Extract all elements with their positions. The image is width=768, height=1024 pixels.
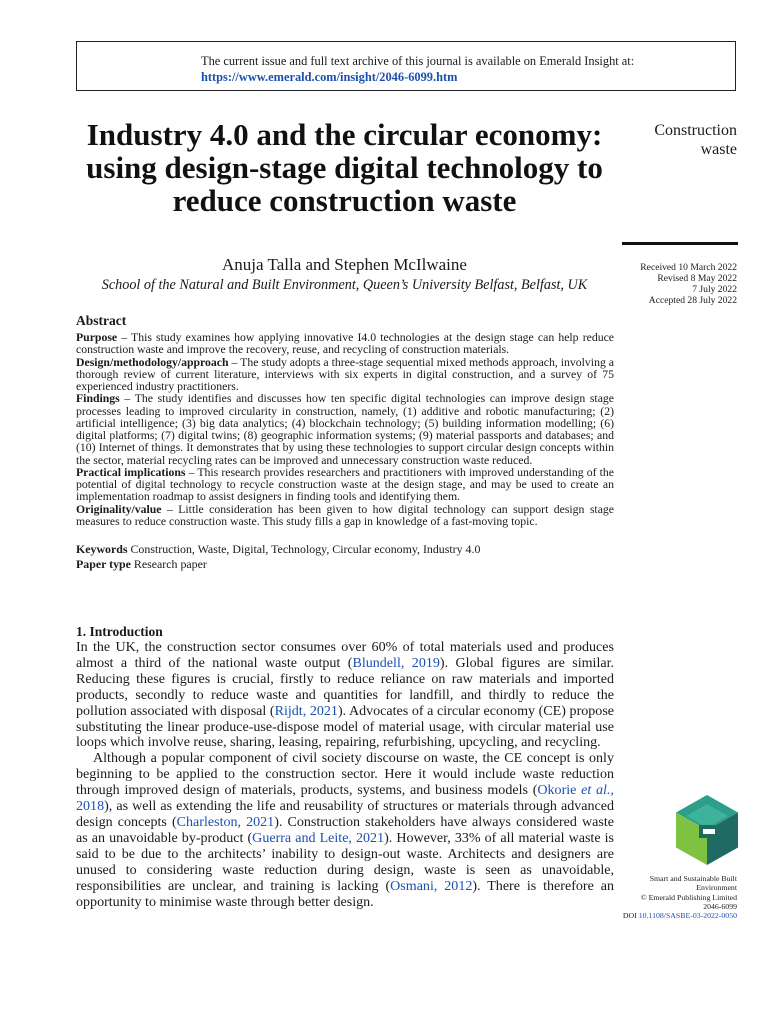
revised-date: Revised 8 May 2022 [657,273,737,284]
keywords [76,542,614,557]
abstract-heading: Abstract [76,313,127,328]
keywords-text: Construction, Waste, Digital, Technology, Circular economy, Industry 4.0 [127,542,481,556]
keywords-block [76,542,614,572]
citation-link[interactable]: , 2018 [76,782,614,815]
abstract-findings [76,393,614,467]
citation-link[interactable]: Blundell, 2019 [352,654,440,671]
purpose-label: Purpose [76,331,118,344]
paragraph-text: ). Advocates of a circular economy (CE) propose substituting the linear produce-use-dispose model of material usage, with circular material use loops which involve reuse, sharing, leasing, repairing, refurbishing, upcycling, and recycling. [76,702,615,751]
affiliation: School of the Natural and Built Environment, Queen’s University Belfast, Belfast, UK [101,277,588,293]
keywords-label: Keywords [76,542,128,556]
citation-link[interactable]: Charleston, 2021 [176,813,275,830]
abstract-design [76,357,614,394]
journal-url-link[interactable]: https://www.emerald.com/insight/2046-6099.htm [201,70,458,84]
findings-text: – The study identifies and discusses how ten specific digital technologies can improve design stage processes leading to improved circularity in construction, namely, (1) additive and robotic manufacturing; (2) artificial intelligence; (3) big data analytics; (4) blockchain technology; (5) building information modelling; (6) digital platforms; (7) digital twins; (8) geographic information systems; (9) material passports and databases; and (10) Internet of things. It demonstrates that by using these technologies to support circular design concepts within the sector, material recycling rates can be improved and unnecessary construction waste reduced. [76,392,614,467]
doi [623,911,737,920]
abstract-body [76,332,614,528]
practical-text: – This research provides researchers and practitioners with improved understanding of the potential of digital technology to recycle construction waste at the design stage, and may be used to create an implementation roadmap to assist designers in finding tools and identifying them. [76,465,614,504]
abstract-purpose [76,332,614,357]
side-rule [622,242,738,245]
citation-link[interactable]: Osmani, 2012 [390,877,473,894]
paragraph-text: Although a popular component of civil society discourse on waste, the CE concept is only beginning to be applied to the construction sector. Here it would include waste reduction through improved design of materials, products, systems, and business models ( [76,750,614,799]
citation-link[interactable]: Rijdt, 2021 [274,702,338,719]
paper-type-text: Research paper [130,557,207,571]
running-head [654,121,737,159]
paragraph-text: ). Construction stakeholders have always considered waste as an unavoidable by-product ( [76,813,614,846]
paper-title: Industry 4.0 and the circular economy: using design-stage digital technology to reduce construction waste [86,117,603,218]
citation-link[interactable]: Guerra and Leite, 2021 [252,829,385,846]
paragraph-text: ). Global figures are similar. Reducing these figures is crucial, firstly to reduce reliance on raw materials and imported products, secondly to reduce waste and quantities for landfill, and thirdly to reduce the pollution associated with disposal ( [76,654,615,719]
journal-info [623,874,737,920]
design-text: – The study adopts a three-stage sequential mixed methods approach, involving a thorough review of current literature, interviews with six experts in digital construction, and a survey of 75 experienced industry practitioners. [76,355,614,393]
authors: Anuja Talla and Stephen McIlwaine [222,255,467,274]
archive-banner [76,41,736,91]
intro-paragraph-1 [76,640,614,751]
originality-label: Originality/value [76,502,162,516]
abstract-practical [76,467,614,504]
findings-label: Findings [76,392,120,406]
article-history [640,262,737,306]
journal-name-line1: Smart and Sustainable Built [649,874,737,883]
paragraph-text: In the UK, the construction sector consumes over 60% of total materials used and produces almost a third of the national waste output ( [76,639,614,671]
abstract-originality [76,504,614,529]
journal-name-line2: Environment [696,883,737,893]
running-head-line1: Construction [654,122,737,139]
doi-label: DOI [622,911,639,921]
citation-link[interactable]: et al. [581,782,611,799]
revised-date-2: 7 July 2022 [692,284,737,295]
originality-text: – Little consideration has been given to how digital technology can support design stage measures to reduce construction waste. This study fills a gap in knowledge of a fast-moving topic. [76,502,614,528]
accepted-date: Accepted 28 July 2022 [648,295,737,306]
running-head-line2: waste [700,141,737,158]
introduction-body [76,640,614,910]
archive-banner-text [201,53,634,85]
paragraph-text: ), as well as extending the life and reusability of structures or materials through advanced design concepts ( [76,798,614,830]
publisher: © Emerald Publishing Limited [640,892,737,902]
issn: 2046-6099 [703,901,737,911]
doi-link[interactable]: 10.1108/SASBE-03-2022-0050 [638,911,737,921]
paragraph-text: ). However, 33% of all material waste is said to be due to the architects’ inability to design-out waste. Architects and designers are unused to considering waste reduction during design, waste is seen as unavoidable, responsibilities are unclear, and training is lacking ( [76,829,614,894]
practical-label: Practical implications [76,465,186,479]
design-label: Design/methodology/approach [76,355,229,369]
paragraph-text: ). There is therefore an opportunity to minimise waste through better design. [76,877,614,910]
intro-paragraph-2 [76,751,614,910]
purpose-text: – This study examines how applying innovative I4.0 technologies at the design stage can help reduce construction waste and improve the recovery, reuse, and recycling of construction materials. [76,331,614,357]
citation-link[interactable]: Okorie [537,782,582,799]
paper-type-label: Paper type [76,557,131,571]
archive-notice: The current issue and full text archive of this journal is available on Emerald Insight at: [201,54,635,68]
journal-logo-icon [676,795,738,865]
paper-type [76,557,614,572]
section-heading-introduction: 1. Introduction [76,624,163,639]
received-date: Received 10 March 2022 [640,262,737,273]
